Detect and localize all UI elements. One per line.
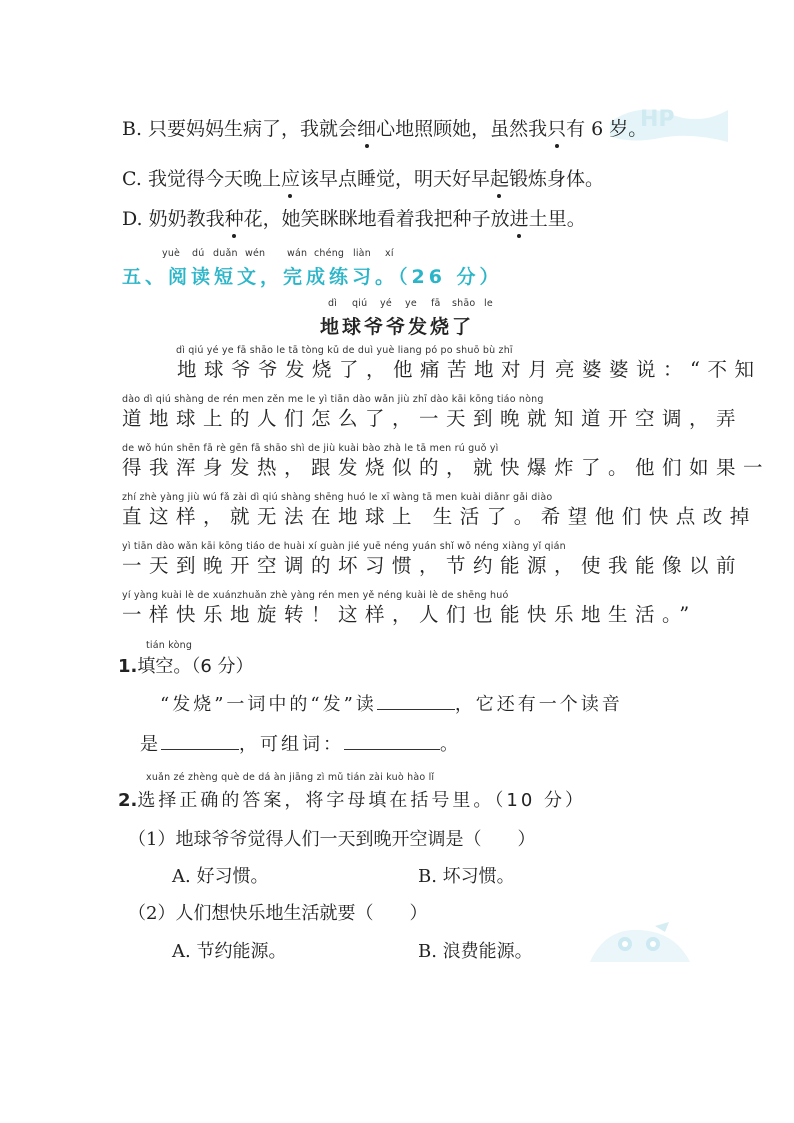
option-c-dotted-char: 应	[280, 168, 300, 190]
line-pinyin: dào dì qiú shàng de rén men zěn me le yì tiān dào wǎn jiù zhī dào kāi kōng tiáo nòng	[122, 394, 544, 405]
section-pinyin: xí	[385, 248, 394, 259]
q1-text: “发烧”一词中的“发”读	[160, 694, 377, 715]
option-d-suffix: 土里。	[528, 208, 586, 230]
option-d-mid: 花，她笑眯眯地看着我把种子放	[243, 208, 510, 230]
article-line: 直这样，就无法在地球上 生活了。希望他们快点改掉	[122, 505, 757, 528]
option-b-prefix: B. 只要妈妈生病了，我就会	[122, 118, 358, 140]
q2-sub1-label: （1）地球爷爷觉得人们一天到晚开空调是（ ）	[128, 829, 536, 850]
q1-title-text: 填空。（6 分）	[137, 656, 254, 677]
article-line: 道地球上的人们怎么了，一天到晚就知道开空调，弄	[122, 407, 744, 430]
section-pinyin: wén	[245, 248, 266, 259]
section-pinyin: wán	[287, 248, 308, 259]
title-pinyin: le	[484, 298, 493, 309]
section-pinyin: duǎn	[213, 248, 238, 259]
option-c-dotted-char-2: 起	[489, 168, 509, 190]
line-pinyin: yí yàng kuài lè de xuánzhuǎn zhè yàng rén men yě néng kuài lè de shēng huó	[122, 590, 509, 601]
title-pinyin: yé	[380, 298, 392, 309]
option-c-suffix: 锻炼身体。	[509, 168, 605, 190]
option-d	[122, 207, 586, 231]
option-c-prefix: C. 我觉得今天晚上	[122, 168, 281, 190]
section-pinyin: chéng	[314, 248, 345, 259]
title-pinyin: dì	[328, 298, 338, 309]
q2-pinyin: xuǎn zé zhèng què de dá àn jiāng zì mǔ tián zài kuò hào lǐ	[146, 772, 435, 783]
article-line: 得我浑身发热，跟发烧似的，就快爆炸了。他们如果一	[122, 456, 771, 479]
svg-text:HP: HP	[640, 107, 675, 132]
q1-number: 1.	[118, 656, 138, 677]
line-pinyin: yì tiān dào wǎn kāi kōng tiáo de huài xí guàn jié yuē néng yuán shǐ wǒ néng xiàng yǐ qián	[122, 541, 566, 552]
article-line: 一样快乐地旋转！这样，人们也能快乐地生活。”	[122, 603, 697, 626]
section-pinyin: dú	[192, 248, 205, 259]
q2-sub1-option-b[interactable]: B. 坏习惯。	[418, 866, 515, 887]
option-c-mid: 该早点睡觉，明天好早	[299, 168, 490, 190]
article-line: 地球爷爷发烧了，他痛苦地对月亮婆婆说：“不知	[150, 358, 762, 381]
decorative-mascot-icon	[585, 918, 695, 966]
option-b-dotted-char-2: 只	[547, 118, 567, 140]
q1-line-2	[140, 730, 461, 756]
q2-number: 2.	[118, 790, 138, 811]
article-title: 地球爷爷发烧了	[319, 316, 474, 338]
title-pinyin: fā	[431, 298, 441, 309]
q2-title-text: 选择正确的答案，将字母填在括号里。（10 分）	[137, 790, 586, 811]
line-pinyin: de wǒ hún shēn fā rè gēn fā shāo shì de jiù kuài bào zhà le tā men rú guǒ yì	[122, 443, 499, 454]
section-title: 五、阅读短文，完成练习。（26 分）	[122, 266, 503, 288]
q1-title	[118, 652, 254, 678]
option-b	[122, 117, 647, 141]
option-b-dotted-char: 细	[357, 118, 377, 140]
title-pinyin: shāo	[452, 298, 476, 309]
line-pinyin: dì qiú yé ye fā shāo le tā tòng kǔ de duì yuè liang pó po shuō bù zhī	[176, 345, 513, 356]
q2-sub2-label: （2）人们想快乐地生活就要（ ）	[128, 903, 428, 924]
q1-pinyin: tián kòng	[146, 640, 193, 651]
article-line: 一天到晚开空调的坏习惯，节约能源，使我能像以前	[122, 554, 744, 577]
answer-blank-other-reading[interactable]	[161, 731, 239, 750]
q1-text: ，它还有一个读音	[454, 694, 623, 715]
q1-text: ，可组词：	[239, 734, 344, 755]
q2-sub2-option-a[interactable]: A. 节约能源。	[172, 941, 287, 962]
q1-text: 。	[440, 734, 461, 755]
section-pinyin: liàn	[353, 248, 371, 259]
title-pinyin: ye	[405, 298, 417, 309]
section-pinyin: yuè	[162, 248, 181, 259]
option-d-dotted-char-2: 进	[509, 208, 529, 230]
option-d-dotted-char: 种	[224, 208, 244, 230]
answer-blank-reading[interactable]	[377, 691, 455, 710]
line-pinyin: zhí zhè yàng jiù wú fǎ zài dì qiú shàng shēng huó le xī wàng tā men kuài diǎnr gǎi diào	[122, 492, 553, 503]
q2-title	[118, 786, 586, 812]
option-d-prefix: D. 奶奶教我	[122, 208, 225, 230]
q1-line-1	[160, 690, 623, 716]
title-pinyin: qiú	[352, 298, 368, 309]
q2-sub1-option-a[interactable]: A. 好习惯。	[172, 866, 269, 887]
option-c	[122, 167, 604, 191]
answer-blank-word[interactable]	[344, 731, 440, 750]
option-b-suffix: 有 6 岁。	[566, 118, 648, 140]
q2-sub2-option-b[interactable]: B. 浪费能源。	[418, 941, 533, 962]
option-b-mid: 心地照顾她，虽然我	[376, 118, 548, 140]
q1-text: 是	[140, 734, 161, 755]
